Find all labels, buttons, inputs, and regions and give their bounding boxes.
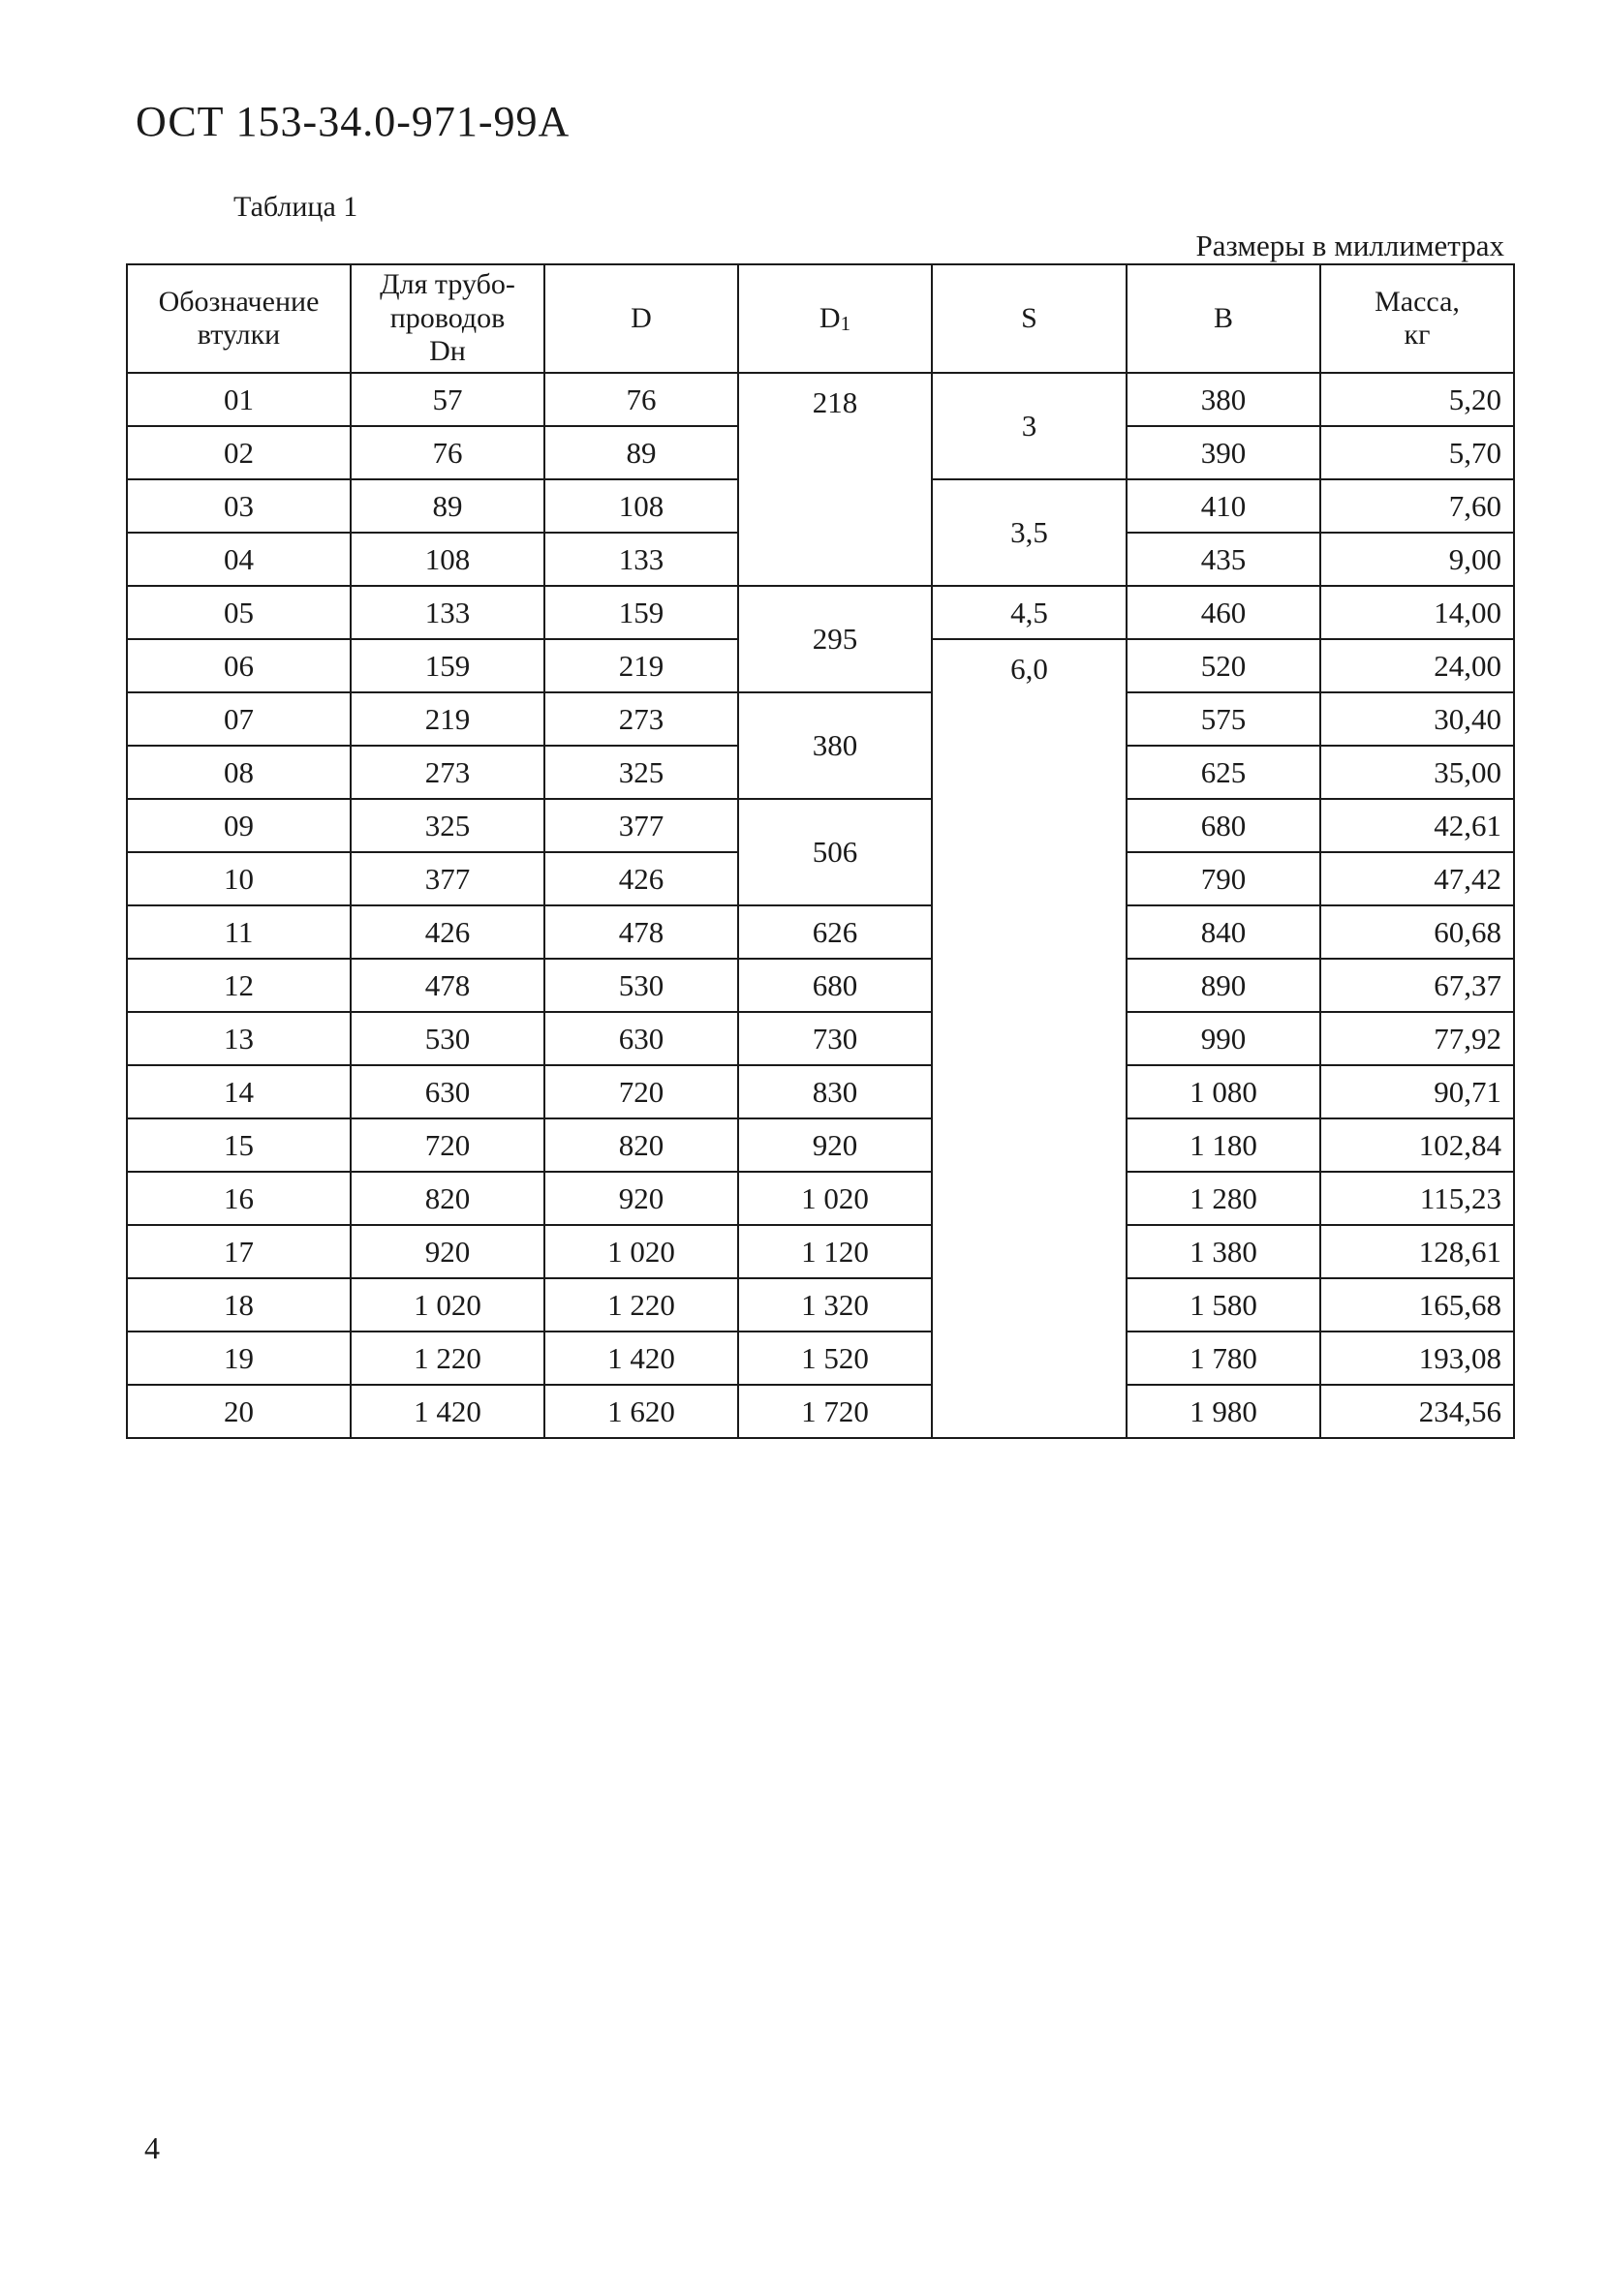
b-cell: 1 580: [1127, 1278, 1320, 1332]
b-cell: 1 280: [1127, 1172, 1320, 1225]
header-pipe-dn: [351, 264, 544, 373]
d1-cell: 380: [738, 692, 932, 799]
pipe-dn-cell: 219: [351, 692, 544, 746]
mass-cell: 234,56: [1320, 1385, 1514, 1438]
header-d1-subscript: 1: [840, 311, 851, 335]
d1-cell: 730: [738, 1012, 932, 1065]
header-d1: [738, 264, 932, 373]
pipe-dn-cell: 273: [351, 746, 544, 799]
d-cell: 920: [544, 1172, 738, 1225]
pipe-dn-cell: 108: [351, 533, 544, 586]
pipe-dn-cell: 377: [351, 852, 544, 905]
d-cell: 720: [544, 1065, 738, 1118]
pipe-dn-cell: 76: [351, 426, 544, 479]
header-pipe-line2: проводов: [389, 301, 506, 334]
d1-cell: 1 020: [738, 1172, 932, 1225]
d-cell: 133: [544, 533, 738, 586]
table-row: [127, 692, 1514, 746]
d1-cell: 1 520: [738, 1332, 932, 1385]
d-cell: 273: [544, 692, 738, 746]
designation-cell: 07: [127, 692, 351, 746]
table-row: [127, 373, 1514, 426]
designation-cell: 17: [127, 1225, 351, 1278]
table-row: [127, 1172, 1514, 1225]
b-cell: 840: [1127, 905, 1320, 959]
d-cell: 478: [544, 905, 738, 959]
d-cell: 377: [544, 799, 738, 852]
pipe-dn-cell: 720: [351, 1118, 544, 1172]
header-pipe-line1: Для трубо-: [380, 268, 515, 301]
designation-cell: 03: [127, 479, 351, 533]
mass-cell: 115,23: [1320, 1172, 1514, 1225]
header-s: S: [932, 264, 1127, 373]
header-b: B: [1127, 264, 1320, 373]
header-pipe-line3: Dн: [429, 335, 466, 368]
header-designation: [127, 264, 351, 373]
s-cell: 4,5: [932, 586, 1127, 639]
b-cell: 890: [1127, 959, 1320, 1012]
mass-cell: 24,00: [1320, 639, 1514, 692]
mass-cell: 9,00: [1320, 533, 1514, 586]
designation-cell: 09: [127, 799, 351, 852]
designation-cell: 14: [127, 1065, 351, 1118]
b-cell: 390: [1127, 426, 1320, 479]
table-row: [127, 905, 1514, 959]
header-mass: [1320, 264, 1514, 373]
b-cell: 1 380: [1127, 1225, 1320, 1278]
designation-cell: 10: [127, 852, 351, 905]
d-cell: 89: [544, 426, 738, 479]
d-cell: 159: [544, 586, 738, 639]
d-cell: 426: [544, 852, 738, 905]
table-caption: Таблица 1: [233, 191, 358, 223]
pipe-dn-cell: 478: [351, 959, 544, 1012]
pipe-dn-cell: 1 420: [351, 1385, 544, 1438]
designation-cell: 12: [127, 959, 351, 1012]
header-d: D: [544, 264, 738, 373]
b-cell: 520: [1127, 639, 1320, 692]
designation-cell: 06: [127, 639, 351, 692]
designation-cell: 20: [127, 1385, 351, 1438]
d1-cell: 1 320: [738, 1278, 932, 1332]
b-cell: 680: [1127, 799, 1320, 852]
pipe-dn-cell: 1 220: [351, 1332, 544, 1385]
table-row: [127, 1225, 1514, 1278]
b-cell: 790: [1127, 852, 1320, 905]
designation-cell: 15: [127, 1118, 351, 1172]
s-cell: 3: [932, 373, 1127, 479]
b-cell: 1 980: [1127, 1385, 1320, 1438]
d-cell: 1 620: [544, 1385, 738, 1438]
d1-cell: 218: [738, 373, 932, 586]
mass-cell: 35,00: [1320, 746, 1514, 799]
d-cell: 1 020: [544, 1225, 738, 1278]
mass-cell: 7,60: [1320, 479, 1514, 533]
units-note: Размеры в миллиметрах: [1195, 229, 1504, 262]
d1-cell: 295: [738, 586, 932, 692]
s-cell: 3,5: [932, 479, 1127, 586]
mass-cell: 165,68: [1320, 1278, 1514, 1332]
designation-cell: 08: [127, 746, 351, 799]
designation-cell: 13: [127, 1012, 351, 1065]
header-d1-main: D: [819, 301, 841, 334]
pipe-dn-cell: 159: [351, 639, 544, 692]
b-cell: 410: [1127, 479, 1320, 533]
table-row: [127, 1012, 1514, 1065]
table-row: [127, 1278, 1514, 1332]
pipe-dn-cell: 89: [351, 479, 544, 533]
header-mass-line2: кг: [1404, 319, 1431, 351]
mass-cell: 77,92: [1320, 1012, 1514, 1065]
pipe-dn-cell: 325: [351, 799, 544, 852]
designation-cell: 01: [127, 373, 351, 426]
d1-cell: 1 720: [738, 1385, 932, 1438]
designation-cell: 19: [127, 1332, 351, 1385]
b-cell: 1 080: [1127, 1065, 1320, 1118]
mass-cell: 102,84: [1320, 1118, 1514, 1172]
d-cell: 108: [544, 479, 738, 533]
table-row: [127, 586, 1514, 639]
designation-cell: 11: [127, 905, 351, 959]
pipe-dn-cell: 57: [351, 373, 544, 426]
pipe-dn-cell: 820: [351, 1172, 544, 1225]
d1-cell: 680: [738, 959, 932, 1012]
d-cell: 1 220: [544, 1278, 738, 1332]
header-mass-line1: Масса,: [1375, 285, 1460, 318]
pipe-dn-cell: 133: [351, 586, 544, 639]
d-cell: 325: [544, 746, 738, 799]
pipe-dn-cell: 426: [351, 905, 544, 959]
bushing-dimensions-table: [126, 263, 1515, 1439]
d1-cell: 506: [738, 799, 932, 905]
mass-cell: 5,20: [1320, 373, 1514, 426]
mass-cell: 90,71: [1320, 1065, 1514, 1118]
d-cell: 219: [544, 639, 738, 692]
mass-cell: 5,70: [1320, 426, 1514, 479]
table-row: [127, 1118, 1514, 1172]
pipe-dn-cell: 920: [351, 1225, 544, 1278]
designation-cell: 18: [127, 1278, 351, 1332]
b-cell: 1 180: [1127, 1118, 1320, 1172]
d-cell: 76: [544, 373, 738, 426]
table-body: [127, 373, 1514, 1438]
b-cell: 460: [1127, 586, 1320, 639]
b-cell: 575: [1127, 692, 1320, 746]
header-designation-line2: втулки: [197, 319, 281, 351]
b-cell: 1 780: [1127, 1332, 1320, 1385]
d1-cell: 920: [738, 1118, 932, 1172]
table-row: [127, 799, 1514, 852]
table-row: [127, 1332, 1514, 1385]
d1-cell: 830: [738, 1065, 932, 1118]
d-cell: 820: [544, 1118, 738, 1172]
table-row: [127, 1385, 1514, 1438]
d-cell: 630: [544, 1012, 738, 1065]
b-cell: 435: [1127, 533, 1320, 586]
mass-cell: 30,40: [1320, 692, 1514, 746]
s-cell: 6,0: [932, 639, 1127, 1438]
designation-cell: 04: [127, 533, 351, 586]
header-designation-line1: Обозначение: [158, 285, 320, 318]
b-cell: 380: [1127, 373, 1320, 426]
page-number: 4: [144, 2130, 160, 2165]
mass-cell: 193,08: [1320, 1332, 1514, 1385]
mass-cell: 67,37: [1320, 959, 1514, 1012]
mass-cell: 14,00: [1320, 586, 1514, 639]
pipe-dn-cell: 630: [351, 1065, 544, 1118]
d-cell: 1 420: [544, 1332, 738, 1385]
document-code: ОСТ 153-34.0-971-99А: [136, 98, 571, 145]
table-row: [127, 1065, 1514, 1118]
pipe-dn-cell: 530: [351, 1012, 544, 1065]
b-cell: 990: [1127, 1012, 1320, 1065]
mass-cell: 42,61: [1320, 799, 1514, 852]
mass-cell: 47,42: [1320, 852, 1514, 905]
table-row: [127, 959, 1514, 1012]
designation-cell: 16: [127, 1172, 351, 1225]
d-cell: 530: [544, 959, 738, 1012]
pipe-dn-cell: 1 020: [351, 1278, 544, 1332]
b-cell: 625: [1127, 746, 1320, 799]
d1-cell: 626: [738, 905, 932, 959]
table-header-row: [127, 264, 1514, 373]
mass-cell: 60,68: [1320, 905, 1514, 959]
designation-cell: 02: [127, 426, 351, 479]
mass-cell: 128,61: [1320, 1225, 1514, 1278]
designation-cell: 05: [127, 586, 351, 639]
d1-cell: 1 120: [738, 1225, 932, 1278]
